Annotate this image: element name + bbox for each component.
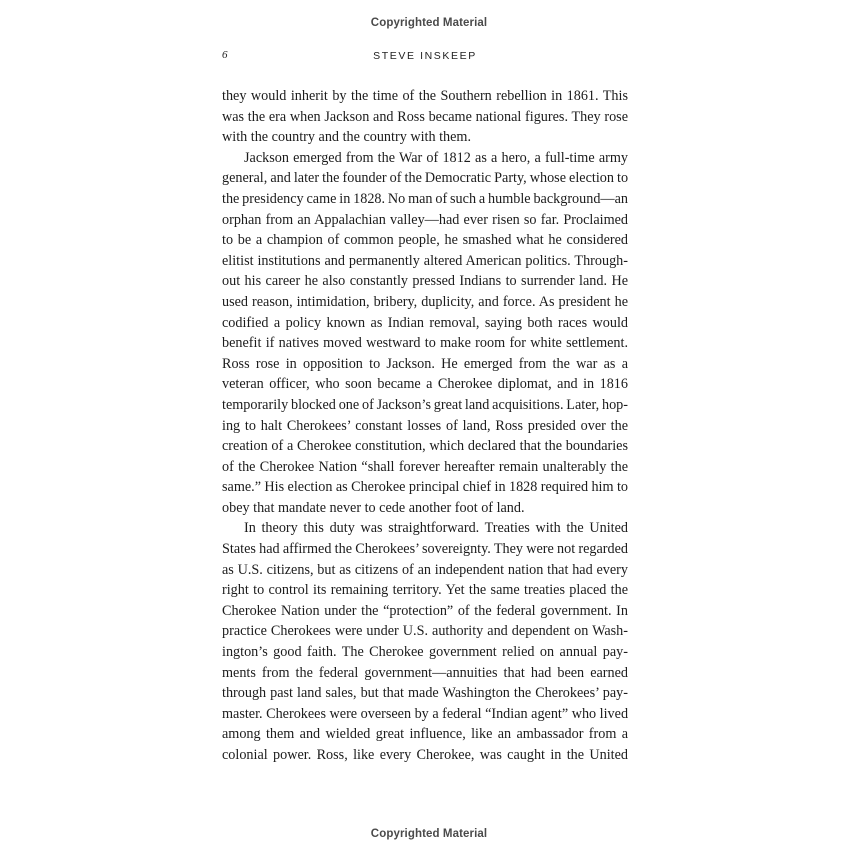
text-line: the presidency came in 1828. No man of such a humble background—an xyxy=(222,190,628,207)
text-line: codified a policy known as Indian removal, saying both races would xyxy=(222,314,628,331)
text-line: ington’s good faith. The Cherokee government relied on annual pay- xyxy=(222,644,628,661)
paragraph-2 xyxy=(222,148,628,519)
text-line: master. Cherokees were overseen by a federal “Indian agent” who lived xyxy=(222,705,629,722)
paragraph-3 xyxy=(222,518,628,765)
text-line: Ross rose in opposition to Jackson. He emerged from the war as a xyxy=(222,355,628,372)
text-line: veteran officer, who soon became a Cherokee diplomat, and in 1816 xyxy=(222,376,628,393)
text-line: with the country and the country with them. xyxy=(222,129,472,146)
text-line: used reason, intimidation, bribery, duplicity, and force. As president he xyxy=(222,293,628,310)
text-line: same.” His election as Cherokee principal chief in 1828 required him to xyxy=(222,479,628,496)
text-line: of the Cherokee Nation “shall forever hereafter remain unalterably the xyxy=(222,458,628,475)
text-line: through past land sales, but that made Washington the Cherokees’ pay- xyxy=(222,685,628,702)
text-line: Cherokee Nation under the “protection” of the federal government. In xyxy=(222,602,628,619)
text-line: right to control its remaining territory. Yet the same treaties placed the xyxy=(222,582,628,599)
copyright-watermark-bottom: Copyrighted Material xyxy=(370,828,488,840)
text-line: colonial power. Ross, like every Cherokee, was caught in the United xyxy=(222,747,628,763)
text-line: benefit if natives moved westward to make room for white settlement. xyxy=(222,335,628,352)
text-line: In theory this duty was straightforward. Treaties with the United xyxy=(244,520,628,537)
copyright-watermark-top: Copyrighted Material xyxy=(370,17,488,29)
text-line: obey that mandate never to cede another foot of land. xyxy=(222,499,525,516)
text-line: was the era when Jackson and Ross became national figures. They rose xyxy=(222,108,628,125)
text-line: creation of a Cherokee constitution, which declared that the boundaries xyxy=(222,438,628,455)
text-line: out his career he also constantly pressed Indians to surrender land. He xyxy=(222,273,628,290)
text-line: temporarily blocked one of Jackson’s great land acquisitions. Later, hop- xyxy=(222,396,628,413)
paragraph-1 xyxy=(222,86,628,148)
text-line: they would inherit by the time of the Southern rebellion in 1861. This xyxy=(222,88,628,104)
page-number: 6 xyxy=(222,49,228,61)
text-line: ments from the federal government—annuities that had been earned xyxy=(222,664,628,681)
text-line: as U.S. citizens, but as citizens of an independent nation that had every xyxy=(222,561,628,578)
text-line: practice Cherokees were under U.S. authority and dependent on Wash- xyxy=(222,623,628,640)
text-line: orphan from an Appalachian valley—had ever risen so far. Proclaimed xyxy=(222,211,628,228)
text-line: among them and wielded great influence, like an ambassador from a xyxy=(222,726,628,743)
text-line: elitist institutions and permanently altered American politics. Through- xyxy=(222,252,628,269)
text-line: ing to halt Cherokees’ constant losses of land, Ross presided over the xyxy=(222,417,628,434)
text-line: Jackson emerged from the War of 1812 as a hero, a full-time army xyxy=(244,149,628,166)
text-line: general, and later the founder of the Democratic Party, whose election to xyxy=(222,170,629,187)
text-line: States had affirmed the Cherokees’ sovereignty. They were not regarded xyxy=(222,541,628,558)
body-text xyxy=(222,86,628,766)
text-line: to be a champion of common people, he smashed what he considered xyxy=(222,232,628,249)
running-head: STEVE INSKEEP xyxy=(373,50,477,62)
